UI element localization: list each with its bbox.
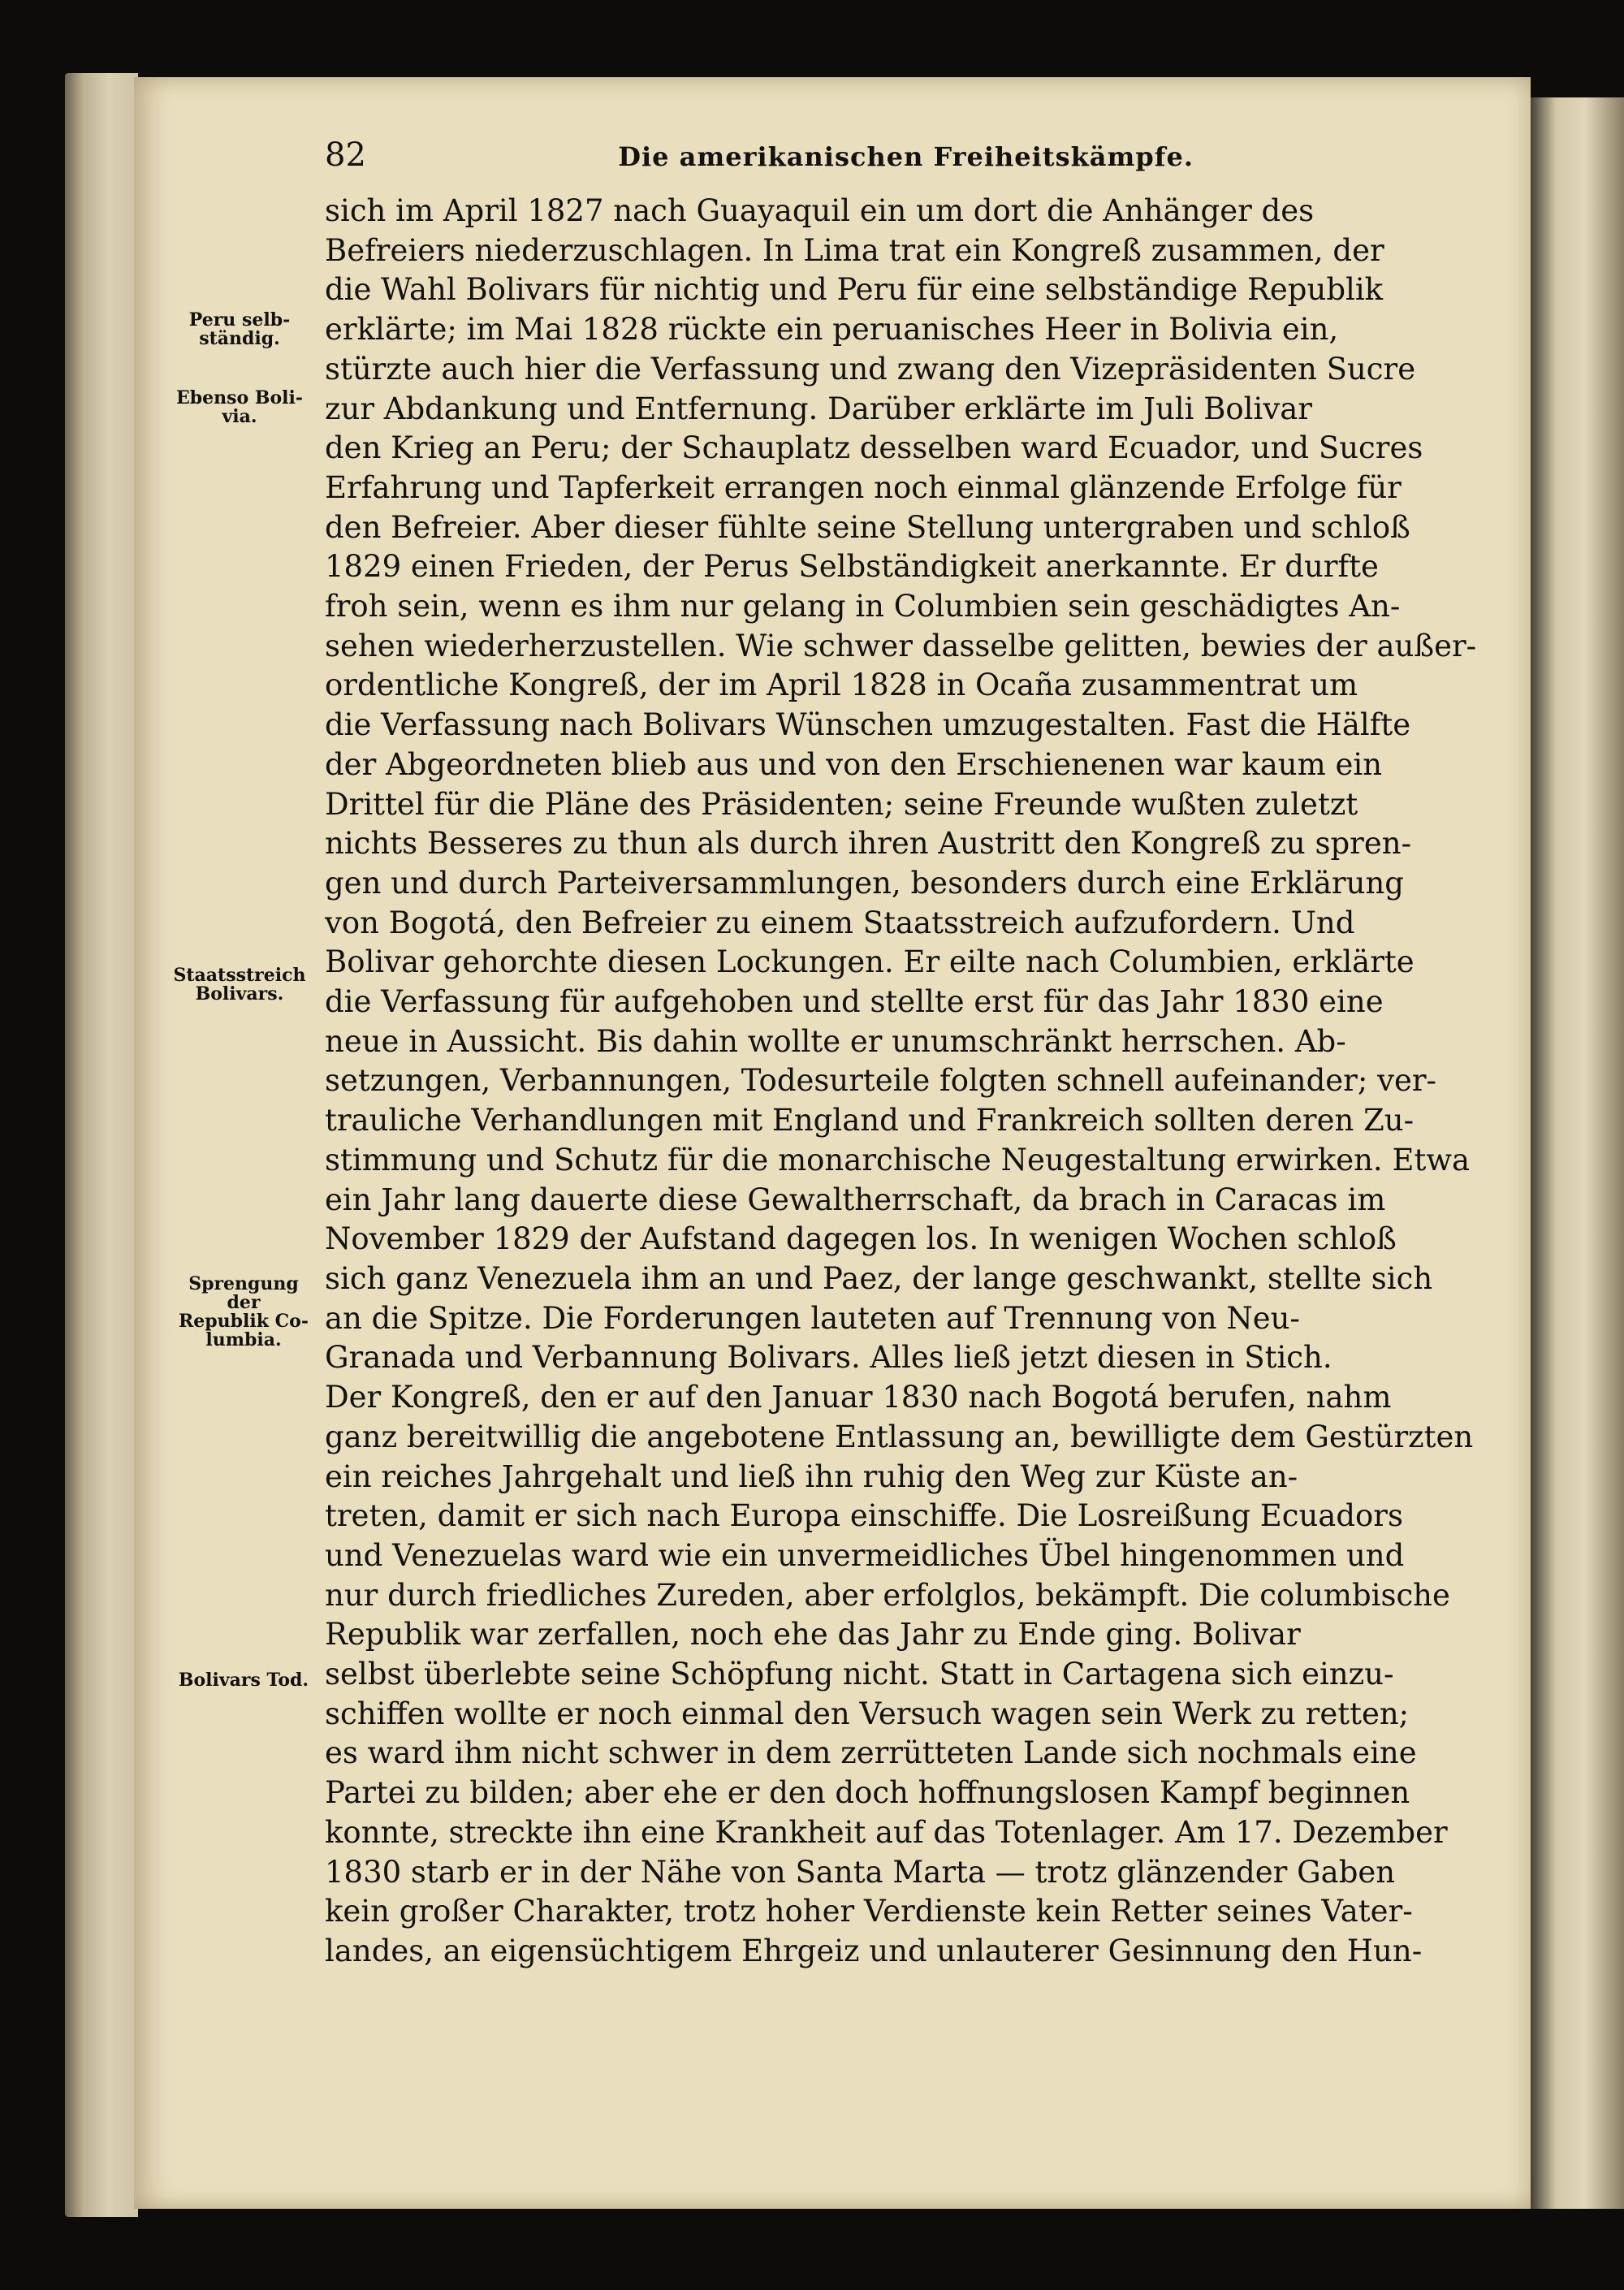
text-line: Partei zu bilden; aber ehe er den doch hoffnungslosen Kampf beginnen	[325, 1775, 1410, 1811]
text-line: es ward ihm nicht schwer in dem zerrütteten Lande sich nochmals eine	[325, 1735, 1417, 1771]
text-line: ein reiches Jahrgehalt und ließ ihn ruhig den Weg zur Küste an-	[325, 1458, 1298, 1494]
text-line: neue in Aussicht. Bis dahin wollte er unumschränkt herrschen. Ab-	[325, 1023, 1346, 1059]
text-line: Befreiers niederzuschlagen. In Lima trat ein Kongreß zusammen, der	[325, 232, 1384, 268]
text-line: ganz bereitwillig die angebotene Entlassung an, bewilligte dem Gestürzten	[325, 1419, 1474, 1454]
text-line: sehen wiederherzustellen. Wie schwer dasselbe gelitten, bewies der außer-	[325, 628, 1477, 663]
body-text	[325, 192, 1477, 1972]
text-line: stürzte auch hier die Verfassung und zwang den Vizepräsidenten Sucre	[325, 351, 1416, 387]
text-line: November 1829 der Aufstand dagegen los. In wenigen Wochen schloß	[325, 1221, 1397, 1257]
book-page-edges	[65, 73, 138, 2217]
text-line: landes, an eigensüchtigem Ehrgeiz und unlauterer Gesinnung den Hun-	[325, 1933, 1423, 1968]
margin-note-tod: Bolivars Tod.	[178, 1670, 309, 1691]
text-line: den Befreier. Aber dieser fühlte seine Stellung untergraben und schloß	[325, 509, 1410, 545]
text-line: zur Abdankung und Entfernung. Darüber erklärte im Juli Bolivar	[325, 391, 1312, 426]
text-line: von Bogotá, den Befreier zu einem Staatsstreich aufzufordern. Und	[325, 905, 1355, 940]
text-line: schiffen wollte er noch einmal den Versuch wagen sein Werk zu retten;	[325, 1696, 1410, 1731]
margin-note-staatsstreich: Staatsstreich Bolivars.	[173, 965, 306, 1005]
margin-note-sprengung: Sprengung der Republik Co- lumbia.	[179, 1273, 309, 1350]
text-line: an die Spitze. Die Forderungen lauteten auf Trennung von Neu-	[325, 1300, 1300, 1336]
text-line: erklärte; im Mai 1828 rückte ein peruanisches Heer in Bolivia ein,	[325, 312, 1339, 348]
running-head: Die amerikanischen Freiheitskämpfe.	[618, 141, 1194, 172]
text-line: kein großer Charakter, trotz hoher Verdienste kein Retter seines Vater-	[325, 1894, 1413, 1929]
text-line: trauliche Verhandlungen mit England und Frankreich sollten deren Zu-	[325, 1103, 1415, 1139]
text-line: die Wahl Bolivars für nichtig und Peru für eine selbständige Republik	[325, 272, 1384, 308]
text-line: 1829 einen Frieden, der Perus Selbständigkeit anerkannte. Er durfte	[325, 549, 1379, 585]
text-line: die Verfassung nach Bolivars Wünschen umzugestalten. Fast die Hälfte	[325, 707, 1411, 743]
text-line: ordentliche Kongreß, der im April 1828 in Ocaña zusammentrat um	[325, 668, 1358, 703]
text-line: selbst überlebte seine Schöpfung nicht. Statt in Cartagena sich einzu-	[325, 1657, 1394, 1692]
text-line: Republik war zerfallen, noch ehe das Jahr zu Ende ging. Bolivar	[325, 1617, 1301, 1653]
margin-note-peru: Peru selb- ständig.	[188, 309, 291, 349]
text-line: gen und durch Parteiversammlungen, besonders durch eine Erklärung	[325, 865, 1404, 901]
text-line: sich ganz Venezuela ihm an und Paez, der lange geschwankt, stellte sich	[325, 1260, 1433, 1296]
text-line: sich im April 1827 nach Guayaquil ein um dort die Anhänger des	[325, 193, 1315, 228]
text-line: Drittel für die Pläne des Präsidenten; seine Freunde wußten zuletzt	[325, 786, 1358, 822]
text-line: und Venezuelas ward wie ein unvermeidliches Übel hingenommen und	[325, 1537, 1405, 1573]
text-line: nichts Besseres zu thun als durch ihren Austritt den Kongreß zu spren-	[325, 826, 1412, 862]
margin-note-bolivia: Ebenso Boli- via.	[176, 387, 303, 427]
text-line: den Krieg an Peru; der Schauplatz desselben ward Ecuador, und Sucres	[325, 430, 1423, 466]
text-line: ein Jahr lang dauerte diese Gewaltherrschaft, da brach in Caracas im	[325, 1182, 1386, 1217]
text-line: stimmung und Schutz für die monarchische Neugestaltung erwirken. Etwa	[325, 1142, 1471, 1177]
text-line: Erfahrung und Tapferkeit errangen noch einmal glänzende Erfolge für	[325, 469, 1402, 505]
text-line: Bolivar gehorchte diesen Lockungen. Er eilte nach Columbien, erklärte	[325, 944, 1415, 980]
book-spine	[1527, 97, 1624, 2209]
text-line: 1830 starb er in der Nähe von Santa Marta — trotz glänzender Gaben	[325, 1854, 1396, 1890]
text-line: der Abgeordneten blieb aus und von den Erschienenen war kaum ein	[325, 746, 1383, 782]
page-number: 82	[325, 136, 366, 174]
text-line: froh sein, wenn es ihm nur gelang in Columbien sein geschädigtes An-	[325, 589, 1401, 624]
text-line: konnte, streckte ihn eine Krankheit auf das Totenlager. Am 17. Dezember	[325, 1814, 1448, 1850]
text-line: die Verfassung für aufgehoben und stellte erst für das Jahr 1830 eine	[325, 984, 1384, 1020]
text-line: Granada und Verbannung Bolivars. Alles ließ jetzt diesen in Stich.	[325, 1340, 1332, 1376]
text-line: setzungen, Verbannungen, Todesurteile folgten schnell aufeinander; ver-	[325, 1063, 1437, 1099]
page-header	[325, 136, 1194, 185]
text-line: treten, damit er sich nach Europa einschiffe. Die Losreißung Ecuadors	[325, 1498, 1403, 1534]
text-line: nur durch friedliches Zureden, aber erfolglos, bekämpft. Die columbische	[325, 1577, 1450, 1613]
text-line: Der Kongreß, den er auf den Januar 1830 nach Bogotá berufen, nahm	[325, 1380, 1392, 1415]
